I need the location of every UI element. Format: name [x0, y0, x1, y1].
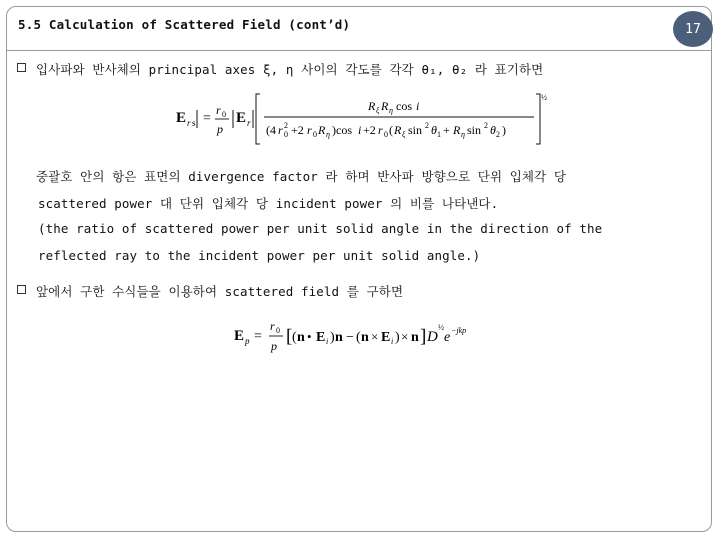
svg-text:η: η — [389, 106, 393, 115]
svg-text:ξ: ξ — [402, 130, 406, 139]
svg-text:r: r — [270, 319, 275, 333]
svg-text:0: 0 — [222, 110, 226, 119]
svg-text:0: 0 — [284, 130, 288, 139]
svg-text:D: D — [427, 329, 438, 345]
svg-text:]: ] — [420, 326, 427, 347]
svg-text:E: E — [381, 330, 391, 345]
svg-text:i: i — [358, 123, 362, 137]
svg-text:n: n — [335, 330, 343, 345]
svg-text:): ) — [330, 330, 335, 345]
svg-text:2: 2 — [284, 121, 288, 130]
svg-text:½: ½ — [438, 323, 444, 332]
svg-text:sin: sin — [408, 123, 423, 137]
svg-text:R: R — [368, 99, 376, 113]
svg-text:−jkp: −jkp — [451, 326, 467, 335]
svg-text:η: η — [461, 130, 465, 139]
svg-text:−: − — [346, 330, 354, 345]
svg-text:p: p — [245, 336, 250, 346]
svg-text:(: ( — [389, 123, 393, 137]
title-divider — [7, 50, 711, 51]
svg-text:×: × — [401, 329, 409, 344]
svg-text:)cos: )cos — [332, 123, 352, 137]
svg-text:0: 0 — [384, 130, 388, 139]
svg-text:s: s — [192, 118, 196, 128]
svg-text:(: ( — [356, 330, 361, 345]
svg-text:r: r — [278, 123, 283, 137]
svg-text:n: n — [297, 330, 305, 345]
svg-text:R: R — [453, 123, 461, 137]
svg-text:E: E — [316, 330, 326, 345]
bullet-text-1: 입사파와 반사체의 principal axes ξ, η 사이의 각도를 각각 θ₁, θ₂ 라 표기하면 — [36, 62, 544, 77]
svg-text:E: E — [234, 328, 245, 344]
svg-text:(4: (4 — [266, 123, 276, 137]
svg-text:+2: +2 — [291, 123, 304, 137]
svg-text:R: R — [381, 99, 389, 113]
svg-text:R: R — [318, 123, 326, 137]
svg-text:r: r — [247, 118, 251, 128]
svg-text:p: p — [271, 339, 277, 353]
svg-text:η: η — [326, 130, 330, 139]
svg-text:i: i — [326, 337, 329, 346]
paragraph-line-4: reflected ray to the incident power per unit solid angle.) — [38, 248, 481, 263]
equation-scattered-field — [232, 312, 492, 362]
svg-text:p: p — [217, 122, 223, 136]
svg-text:=: = — [203, 111, 211, 126]
svg-text:): ) — [502, 123, 506, 137]
svg-text:=: = — [254, 329, 262, 344]
svg-text:E: E — [176, 110, 187, 126]
svg-text:E: E — [236, 110, 247, 126]
svg-text:(: ( — [292, 330, 297, 345]
svg-text:θ: θ — [431, 123, 437, 137]
slide-frame — [6, 6, 712, 532]
svg-text:R: R — [394, 123, 402, 137]
paragraph-line-3: (the ratio of scattered power per unit solid angle in the direction of the — [38, 221, 603, 236]
svg-text:n: n — [361, 330, 369, 345]
svg-text:[: [ — [286, 326, 293, 347]
equation-reflected-field-magnitude — [172, 88, 552, 150]
svg-text:0: 0 — [276, 326, 280, 335]
svg-text:+2: +2 — [363, 123, 376, 137]
page-number-badge: 17 — [673, 11, 713, 47]
svg-text:r: r — [187, 118, 191, 128]
slide-title: 5.5 Calculation of Scattered Field (cont’d) — [18, 17, 351, 32]
svg-text:cos: cos — [396, 99, 412, 113]
bullet-text-2: 앞에서 구한 수식들을 이용하여 scattered field 를 구하면 — [36, 284, 404, 299]
svg-text:1: 1 — [437, 130, 441, 139]
svg-text:): ) — [395, 330, 400, 345]
svg-text:r: r — [216, 103, 221, 117]
svg-text:½: ½ — [541, 93, 547, 102]
svg-text:2: 2 — [484, 121, 488, 130]
svg-text:×: × — [371, 329, 379, 344]
svg-text:2: 2 — [425, 121, 429, 130]
svg-text:n: n — [411, 330, 419, 345]
bullet-square-icon — [17, 63, 26, 72]
svg-text:2: 2 — [496, 130, 500, 139]
paragraph-line-2: scattered power 대 단위 입체각 당 incident power 의 비를 나타낸다. — [38, 196, 499, 211]
paragraph-line-1: 중괄호 안의 항은 표면의 divergence factor 라 하며 반사파 방향으로 단위 입체각 당 — [36, 169, 567, 184]
svg-text:θ: θ — [490, 123, 496, 137]
svg-text:0: 0 — [313, 130, 317, 139]
svg-text:i: i — [391, 337, 394, 346]
svg-text:i: i — [416, 99, 420, 113]
svg-text:r: r — [378, 123, 383, 137]
svg-text:sin: sin — [467, 123, 482, 137]
svg-text:r: r — [307, 123, 312, 137]
bullet-square-icon — [17, 285, 26, 294]
svg-text:+: + — [443, 123, 450, 137]
svg-text:e: e — [444, 330, 451, 345]
svg-text:•: • — [307, 329, 312, 344]
svg-text:ξ: ξ — [376, 106, 380, 115]
